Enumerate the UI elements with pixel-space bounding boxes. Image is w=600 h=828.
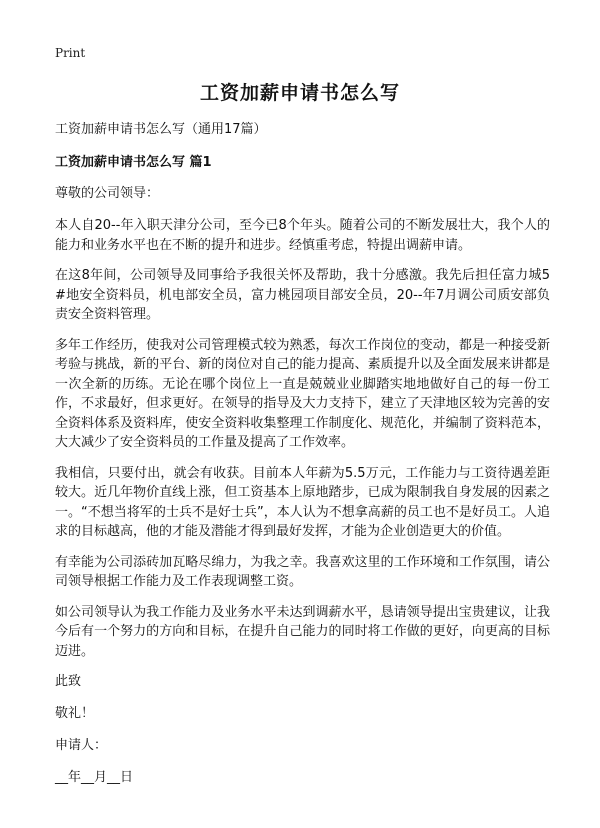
page-title: 工资加薪申请书怎么写 [199, 82, 400, 104]
closing: 此致 [55, 674, 82, 689]
letter-body [55, 120, 550, 800]
paragraph-4: 我相信，只要付出，就会有收获。目前本人年薪为5.5万元，工作能力与工资待遇差距较大。近几年物价直线上涨，但工资基本上原地踏步，已成为限制我自身发展的因素之一。“不想当将军的士兵不是好士兵”，本人认为不想拿高薪的员工也不是好员工。人追求的目标越高，他的才能及潜能才得到最好发挥，才能为企业创造更大的价值。 [55, 465, 550, 539]
paragraph-3: 多年工作经历，使我对公司管理模式较为熟悉，每次工作岗位的变动，都是一种接受新考验与挑战，新的平台、新的岗位对自己的能力提高、素质提升以及全面发展来讲都是一次全新的历练。无论在哪个岗位上一直是兢兢业业脚踏实地地做好自己的每一份工作，不求最好，但求更好。在领导的指导及大力支持下，建立了天津地区较为完善的安全资料体系及资料库，使安全资料收集整理工作制度化、规范化，并编制了资料范本，大大减少了安全资料员的工作量及提高了工作效率。 [55, 337, 550, 450]
paragraph-2: 在这8年间，公司领导及同事给予我很关怀及帮助，我十分感激。我先后担任富力城5#地安全资料员，机电部安全员，富力桃园项目部安全员，20--年7月调公司质安部负责安全资料管理。 [55, 268, 550, 322]
paragraph-1: 本人自20--年入职天津分公司，至今已8个年头。随着公司的不断发展壮大，我个人的能力和业务水平也在不断的提升和进步。经慎重考虑，特提出调薪申请。 [55, 218, 550, 253]
section-heading: 工资加薪申请书怎么写 篇1 [55, 155, 212, 170]
regards: 敬礼！ [55, 706, 95, 721]
paragraph-6: 如公司领导认为我工作能力及业务水平未达到调薪水平，恳请领导提出宝贵建议，让我今后有一个努力的方向和目标，在提升自己能力的同时将工作做的更好，向更高的目标迈进。 [55, 604, 550, 659]
date-line: __年__月__日 [55, 770, 134, 785]
applicant-label: 申请人： [55, 738, 108, 753]
salutation: 尊敬的公司领导： [55, 186, 160, 201]
paragraph-5: 有幸能为公司添砖加瓦略尽绵力，为我之幸。我喜欢这里的工作环境和工作氛围，请公司领导根据工作能力及工作表现调整工资。 [55, 554, 550, 589]
document-subtitle: 工资加薪申请书怎么写（通用17篇） [55, 122, 267, 137]
print-link[interactable]: Print [55, 46, 86, 60]
